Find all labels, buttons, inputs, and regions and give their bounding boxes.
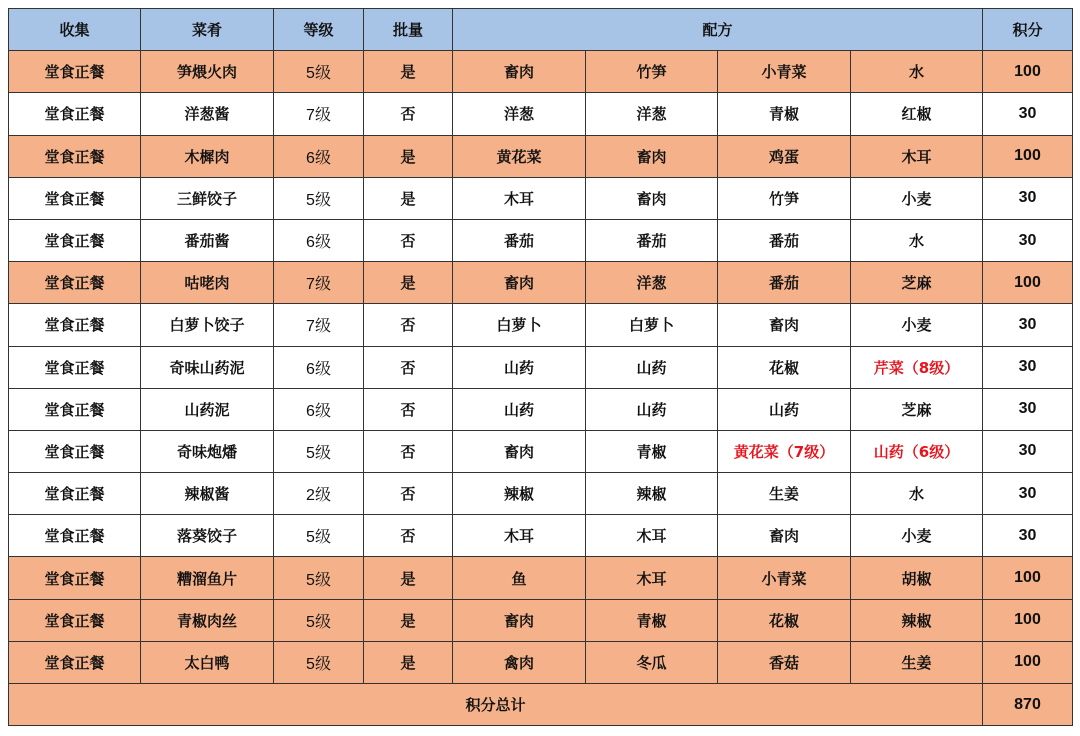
header-recipe: 配方 bbox=[453, 9, 983, 51]
table-row bbox=[9, 515, 1073, 557]
table-row bbox=[9, 557, 1073, 599]
cell-ingredient: 白萝卜 bbox=[453, 304, 586, 346]
cell-ingredient: 红椒 bbox=[851, 93, 983, 135]
cell-ingredient: 辣椒 bbox=[851, 599, 983, 641]
cell-dish: 山药泥 bbox=[141, 388, 274, 430]
cell-level: 7级 bbox=[274, 93, 364, 135]
cell-batch: 否 bbox=[364, 346, 453, 388]
cell-batch: 是 bbox=[364, 599, 453, 641]
cell-points: 30 bbox=[983, 473, 1073, 515]
cell-collect: 堂食正餐 bbox=[9, 430, 141, 472]
cell-ingredient: 番茄 bbox=[586, 219, 718, 261]
cell-ingredient: 辣椒 bbox=[453, 473, 586, 515]
cell-collect: 堂食正餐 bbox=[9, 177, 141, 219]
cell-dish: 辣椒酱 bbox=[141, 473, 274, 515]
cell-ingredient: 生姜 bbox=[718, 473, 851, 515]
cell-ingredient: 山药 bbox=[586, 346, 718, 388]
cell-level: 5级 bbox=[274, 177, 364, 219]
header-row bbox=[9, 9, 1073, 51]
cell-ingredient: 禽肉 bbox=[453, 641, 586, 683]
cell-dish: 青椒肉丝 bbox=[141, 599, 274, 641]
cell-ingredient: 水 bbox=[851, 473, 983, 515]
header-dish: 菜肴 bbox=[141, 9, 274, 51]
cell-ingredient: 小麦 bbox=[851, 304, 983, 346]
cell-dish: 番茄酱 bbox=[141, 219, 274, 261]
cell-ingredient: 芹菜（8级） bbox=[851, 346, 983, 388]
cell-batch: 是 bbox=[364, 51, 453, 93]
cell-collect: 堂食正餐 bbox=[9, 599, 141, 641]
cell-level: 6级 bbox=[274, 135, 364, 177]
cell-level: 2级 bbox=[274, 473, 364, 515]
table-row bbox=[9, 93, 1073, 135]
table-row bbox=[9, 304, 1073, 346]
cell-batch: 否 bbox=[364, 430, 453, 472]
cell-dish: 奇味炮燔 bbox=[141, 430, 274, 472]
cell-level: 6级 bbox=[274, 346, 364, 388]
cell-points: 30 bbox=[983, 177, 1073, 219]
cell-ingredient: 白萝卜 bbox=[586, 304, 718, 346]
cell-points: 100 bbox=[983, 51, 1073, 93]
cell-points: 30 bbox=[983, 304, 1073, 346]
cell-dish: 三鲜饺子 bbox=[141, 177, 274, 219]
cell-ingredient: 生姜 bbox=[851, 641, 983, 683]
table-row bbox=[9, 346, 1073, 388]
cell-collect: 堂食正餐 bbox=[9, 93, 141, 135]
cell-ingredient: 青椒 bbox=[718, 93, 851, 135]
cell-ingredient: 青椒 bbox=[586, 430, 718, 472]
cell-ingredient: 香菇 bbox=[718, 641, 851, 683]
cell-ingredient: 鱼 bbox=[453, 557, 586, 599]
cell-dish: 太白鸭 bbox=[141, 641, 274, 683]
cell-ingredient: 竹笋 bbox=[718, 177, 851, 219]
cell-collect: 堂食正餐 bbox=[9, 388, 141, 430]
total-value: 870 bbox=[983, 684, 1073, 726]
cell-level: 5级 bbox=[274, 557, 364, 599]
cell-ingredient: 畜肉 bbox=[453, 599, 586, 641]
cell-ingredient: 黄花菜 bbox=[453, 135, 586, 177]
cell-ingredient: 木耳 bbox=[586, 515, 718, 557]
cell-batch: 否 bbox=[364, 304, 453, 346]
cell-points: 100 bbox=[983, 557, 1073, 599]
table-row bbox=[9, 262, 1073, 304]
cell-ingredient: 水 bbox=[851, 219, 983, 261]
table-row bbox=[9, 430, 1073, 472]
cell-batch: 是 bbox=[364, 557, 453, 599]
cell-level: 5级 bbox=[274, 599, 364, 641]
cell-collect: 堂食正餐 bbox=[9, 262, 141, 304]
cell-ingredient: 畜肉 bbox=[718, 515, 851, 557]
recipe-table bbox=[8, 8, 1073, 726]
cell-ingredient: 木耳 bbox=[453, 515, 586, 557]
cell-dish: 糟溜鱼片 bbox=[141, 557, 274, 599]
table-row bbox=[9, 641, 1073, 683]
cell-ingredient: 木耳 bbox=[851, 135, 983, 177]
table-row bbox=[9, 177, 1073, 219]
cell-ingredient: 胡椒 bbox=[851, 557, 983, 599]
cell-ingredient: 小青菜 bbox=[718, 51, 851, 93]
table-row bbox=[9, 599, 1073, 641]
cell-level: 5级 bbox=[274, 430, 364, 472]
cell-level: 7级 bbox=[274, 262, 364, 304]
table-body bbox=[9, 51, 1073, 684]
cell-points: 100 bbox=[983, 641, 1073, 683]
cell-ingredient: 花椒 bbox=[718, 346, 851, 388]
cell-ingredient: 鸡蛋 bbox=[718, 135, 851, 177]
cell-collect: 堂食正餐 bbox=[9, 557, 141, 599]
cell-batch: 否 bbox=[364, 93, 453, 135]
cell-ingredient: 畜肉 bbox=[586, 177, 718, 219]
cell-ingredient: 小麦 bbox=[851, 515, 983, 557]
cell-ingredient: 畜肉 bbox=[453, 262, 586, 304]
cell-ingredient: 黄花菜（7级） bbox=[718, 430, 851, 472]
cell-ingredient: 木耳 bbox=[586, 557, 718, 599]
cell-ingredient: 冬瓜 bbox=[586, 641, 718, 683]
cell-collect: 堂食正餐 bbox=[9, 473, 141, 515]
cell-collect: 堂食正餐 bbox=[9, 135, 141, 177]
cell-batch: 是 bbox=[364, 177, 453, 219]
cell-collect: 堂食正餐 bbox=[9, 515, 141, 557]
cell-dish: 洋葱酱 bbox=[141, 93, 274, 135]
cell-level: 6级 bbox=[274, 388, 364, 430]
table-row bbox=[9, 51, 1073, 93]
cell-ingredient: 畜肉 bbox=[453, 51, 586, 93]
cell-points: 30 bbox=[983, 388, 1073, 430]
cell-ingredient: 花椒 bbox=[718, 599, 851, 641]
cell-dish: 笋煨火肉 bbox=[141, 51, 274, 93]
cell-batch: 否 bbox=[364, 515, 453, 557]
cell-ingredient: 山药（6级） bbox=[851, 430, 983, 472]
cell-ingredient: 畜肉 bbox=[586, 135, 718, 177]
table-row bbox=[9, 135, 1073, 177]
cell-dish: 奇味山药泥 bbox=[141, 346, 274, 388]
cell-ingredient: 辣椒 bbox=[586, 473, 718, 515]
cell-collect: 堂食正餐 bbox=[9, 51, 141, 93]
cell-collect: 堂食正餐 bbox=[9, 304, 141, 346]
cell-ingredient: 芝麻 bbox=[851, 262, 983, 304]
cell-collect: 堂食正餐 bbox=[9, 219, 141, 261]
cell-batch: 是 bbox=[364, 262, 453, 304]
cell-collect: 堂食正餐 bbox=[9, 641, 141, 683]
cell-ingredient: 番茄 bbox=[453, 219, 586, 261]
header-batch: 批量 bbox=[364, 9, 453, 51]
cell-ingredient: 洋葱 bbox=[586, 262, 718, 304]
cell-points: 100 bbox=[983, 135, 1073, 177]
cell-batch: 否 bbox=[364, 388, 453, 430]
total-label: 积分总计 bbox=[9, 684, 983, 726]
header-points: 积分 bbox=[983, 9, 1073, 51]
cell-ingredient: 洋葱 bbox=[453, 93, 586, 135]
cell-points: 30 bbox=[983, 93, 1073, 135]
header-collect: 收集 bbox=[9, 9, 141, 51]
cell-points: 100 bbox=[983, 599, 1073, 641]
cell-batch: 否 bbox=[364, 473, 453, 515]
cell-dish: 木樨肉 bbox=[141, 135, 274, 177]
cell-points: 100 bbox=[983, 262, 1073, 304]
total-row bbox=[9, 684, 1073, 726]
cell-ingredient: 小麦 bbox=[851, 177, 983, 219]
header-level: 等级 bbox=[274, 9, 364, 51]
cell-ingredient: 山药 bbox=[453, 346, 586, 388]
cell-dish: 白萝卜饺子 bbox=[141, 304, 274, 346]
cell-points: 30 bbox=[983, 346, 1073, 388]
cell-ingredient: 芝麻 bbox=[851, 388, 983, 430]
cell-ingredient: 山药 bbox=[586, 388, 718, 430]
cell-batch: 否 bbox=[364, 219, 453, 261]
cell-ingredient: 番茄 bbox=[718, 219, 851, 261]
cell-batch: 是 bbox=[364, 135, 453, 177]
cell-ingredient: 山药 bbox=[453, 388, 586, 430]
cell-ingredient: 木耳 bbox=[453, 177, 586, 219]
cell-level: 5级 bbox=[274, 515, 364, 557]
cell-level: 5级 bbox=[274, 641, 364, 683]
recipe-table-container bbox=[8, 8, 1073, 726]
cell-points: 30 bbox=[983, 430, 1073, 472]
cell-level: 6级 bbox=[274, 219, 364, 261]
cell-points: 30 bbox=[983, 515, 1073, 557]
cell-dish: 咕咾肉 bbox=[141, 262, 274, 304]
table-row bbox=[9, 473, 1073, 515]
cell-ingredient: 山药 bbox=[718, 388, 851, 430]
cell-level: 7级 bbox=[274, 304, 364, 346]
cell-level: 5级 bbox=[274, 51, 364, 93]
cell-ingredient: 竹笋 bbox=[586, 51, 718, 93]
cell-ingredient: 青椒 bbox=[586, 599, 718, 641]
cell-ingredient: 小青菜 bbox=[718, 557, 851, 599]
cell-ingredient: 番茄 bbox=[718, 262, 851, 304]
table-row bbox=[9, 219, 1073, 261]
cell-batch: 是 bbox=[364, 641, 453, 683]
cell-ingredient: 洋葱 bbox=[586, 93, 718, 135]
cell-ingredient: 畜肉 bbox=[453, 430, 586, 472]
cell-points: 30 bbox=[983, 219, 1073, 261]
cell-collect: 堂食正餐 bbox=[9, 346, 141, 388]
cell-ingredient: 水 bbox=[851, 51, 983, 93]
cell-dish: 落葵饺子 bbox=[141, 515, 274, 557]
table-row bbox=[9, 388, 1073, 430]
cell-ingredient: 畜肉 bbox=[718, 304, 851, 346]
